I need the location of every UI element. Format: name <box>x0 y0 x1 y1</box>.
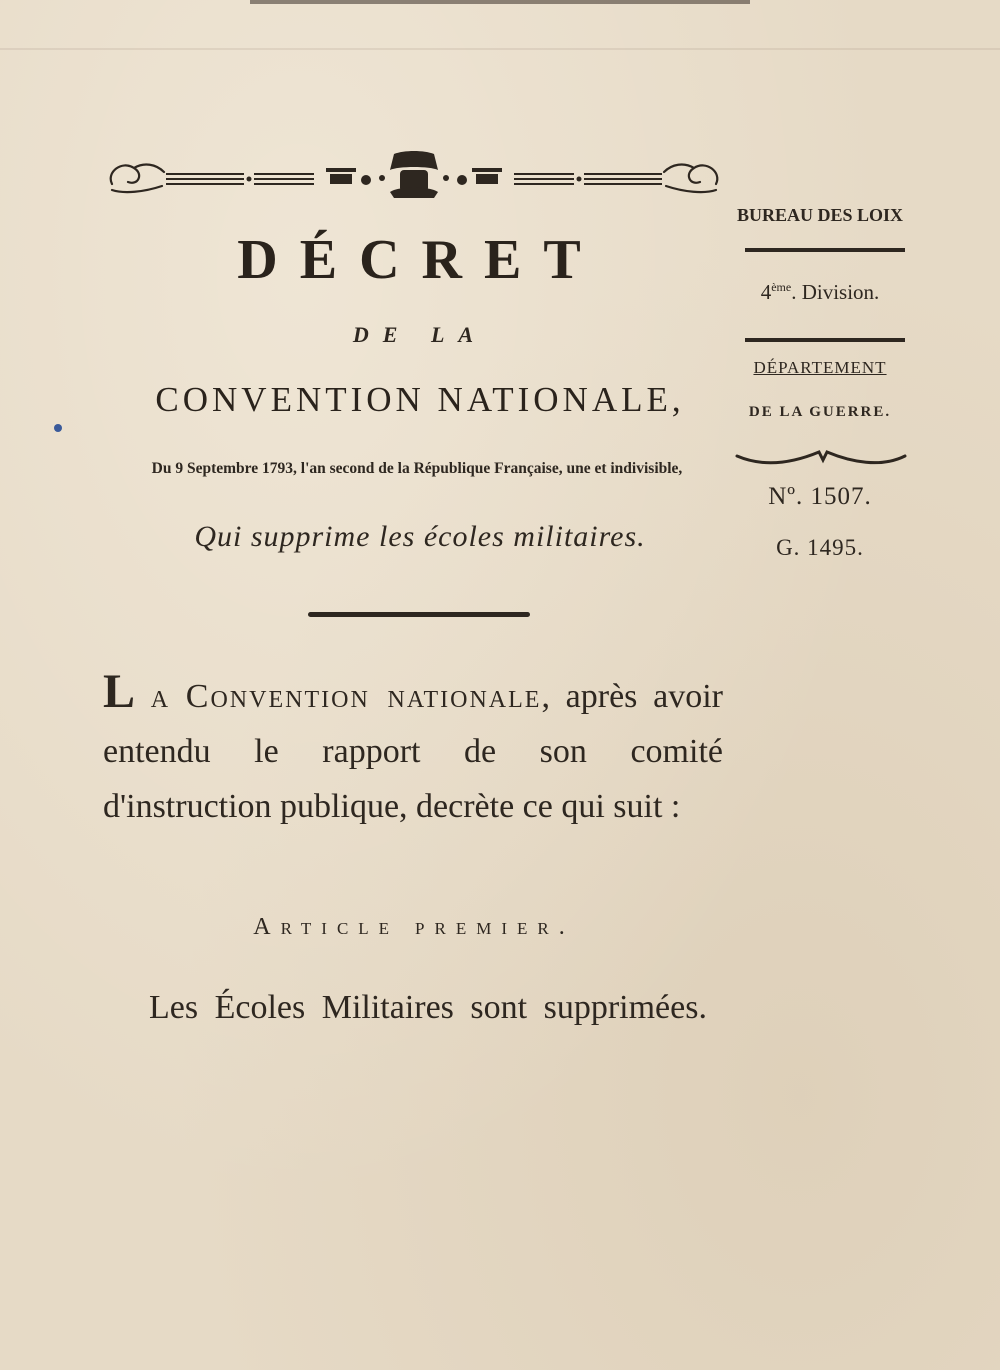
departement-label: DÉPARTEMENT <box>753 358 887 377</box>
convention-name: CONVENTION NATIONALE, <box>155 380 685 419</box>
date-line: Du 9 Septembre 1793, l'an second de la République Française, une et indivisible, <box>151 460 683 477</box>
lead-a: a <box>150 678 171 715</box>
top-edge-shadow <box>250 0 750 4</box>
article-text: Les Écoles Militaires sont supprimées. <box>149 989 707 1026</box>
division-text: . Division. <box>791 280 880 304</box>
drop-cap: L <box>103 665 136 718</box>
decree-number: Nº. 1507. <box>768 483 872 510</box>
sidebar-divider <box>745 338 905 342</box>
guerre-label: DE LA GUERRE. <box>748 404 892 420</box>
ink-stain <box>54 424 62 432</box>
article-heading: Article premier. <box>253 914 575 940</box>
division-superscript: ème <box>771 280 792 294</box>
swash-ornament <box>735 446 907 470</box>
preamble-paragraph <box>103 664 723 834</box>
sidebar-divider <box>745 248 905 252</box>
decree-purpose: Qui supprime les écoles militaires. <box>194 520 646 553</box>
ornament-band <box>104 150 724 200</box>
paper-fold <box>0 48 1000 50</box>
division-number: 4 <box>760 280 772 304</box>
lead-convention: Convention nationale <box>185 678 542 715</box>
bureau-label: BUREAU DES LOIX <box>736 205 904 225</box>
g-number: G. 1495. <box>776 535 864 560</box>
decree-subtitle: DE LA <box>352 322 488 347</box>
lead-rest: , après avoir entendu le rapport de son comité d'instruction publique, decrète ce qui suit : <box>103 678 723 825</box>
division-label <box>730 280 910 305</box>
decree-title: DÉCRET <box>237 229 603 291</box>
section-divider <box>308 612 530 617</box>
